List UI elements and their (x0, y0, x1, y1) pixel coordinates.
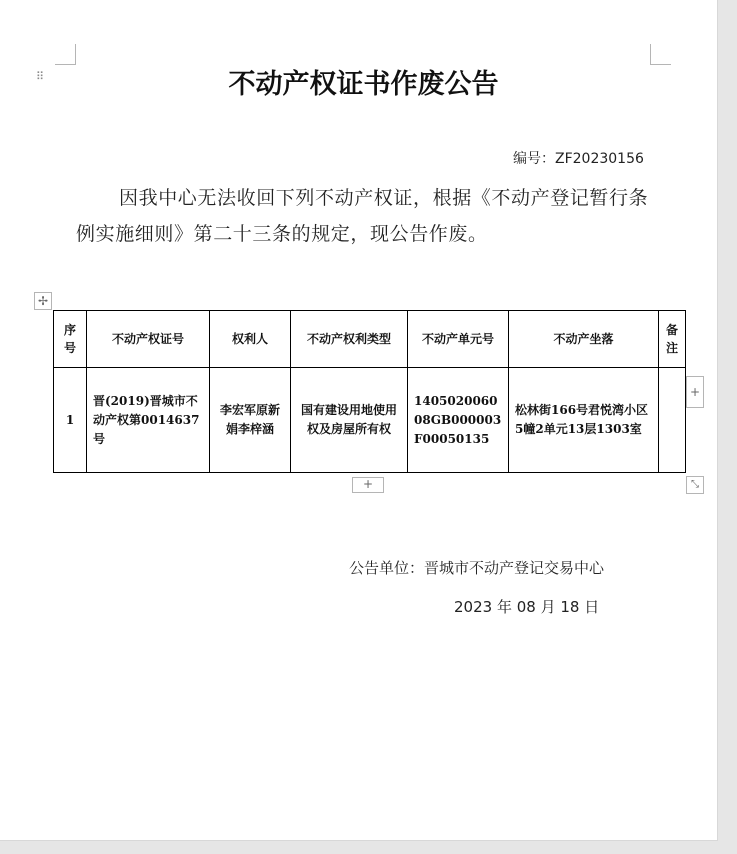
table-header-row (54, 311, 686, 368)
cell-cert: 晋(2019)晋城市不动产权第0014637号 (87, 368, 210, 473)
announcement-body: 因我中心无法收回下列不动产权证，根据《不动产登记暂行条例实施细则》第二十三条的规定，现公告作废。 (76, 187, 649, 245)
cell-location: 松林街166号君悦湾小区5幢2单元13层1303室 (509, 368, 659, 473)
add-column-plus-icon[interactable]: + (686, 376, 704, 408)
header-unit: 不动产单元号 (408, 311, 509, 368)
add-row-plus-icon[interactable]: + (352, 477, 384, 493)
header-location: 不动产坐落 (509, 311, 659, 368)
table-resize-icon[interactable]: ⤡ (686, 476, 704, 494)
header-cert: 不动产权证号 (87, 311, 210, 368)
drag-handle-icon[interactable]: ⠿ (36, 70, 46, 83)
issuer: 公告单位：晋城市不动产登记交易中心 (349, 559, 605, 577)
cell-no: 1 (54, 368, 87, 473)
table-move-icon[interactable]: ✢ (34, 292, 52, 310)
cell-holder: 李宏军原新娟李梓涵 (210, 368, 291, 473)
table-row (54, 368, 686, 473)
header-note: 备注 (659, 311, 686, 368)
cell-note (659, 368, 686, 473)
cell-unit: 140502006008GB000003F00050135 (408, 368, 509, 473)
serial-number: 编号：ZF20230156 (513, 151, 644, 167)
certificate-table (53, 310, 686, 473)
header-no: 序号 (54, 311, 87, 368)
header-holder: 权利人 (210, 311, 291, 368)
document-title: 不动产权证书作废公告 (228, 69, 499, 100)
header-type: 不动产权利类型 (291, 311, 408, 368)
cell-type: 国有建设用地使用权及房屋所有权 (291, 368, 408, 473)
issue-date: 2023 年 08 月 18 日 (454, 598, 600, 616)
